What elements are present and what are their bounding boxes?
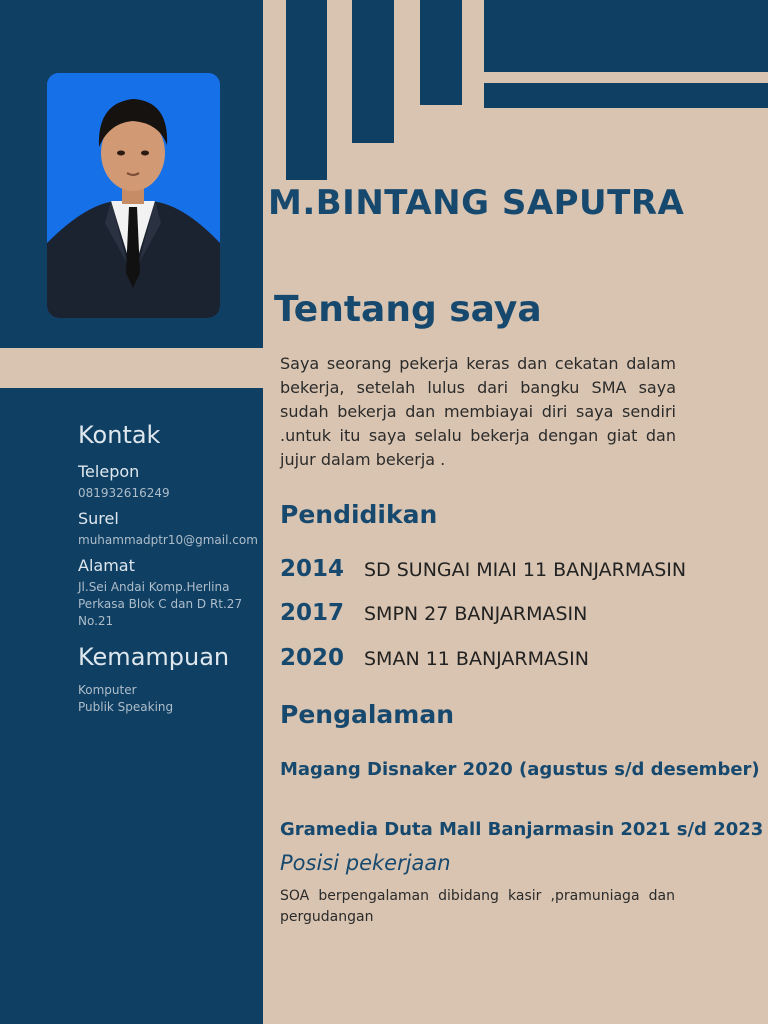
address-line: No.21 (78, 614, 114, 628)
experience-title: Gramedia Duta Mall Banjarmasin 2021 s/d 2023 (280, 819, 764, 840)
address-label: Alamat (78, 556, 135, 575)
address-line: Perkasa Blok C dan D Rt.27 (78, 597, 243, 611)
education-year: 2017 (280, 600, 345, 626)
decor-bar (484, 0, 768, 72)
position-label: Posisi pekerjaan (280, 851, 451, 875)
about-heading: Tentang saya (274, 289, 542, 330)
about-text: Saya seorang pekerja keras dan cekatan dalam bekerja, setelah lulus dari bangku SMA saya sudah bekerja dan membiayai diri saya sendiri .untuk itu saya selalu bekerja dengan giat dan jujur dalam bekerja . (280, 354, 676, 469)
skill-item: Komputer (78, 683, 137, 697)
experience-heading: Pengalaman (280, 700, 454, 729)
decor-bar (420, 0, 462, 105)
contact-heading: Kontak (78, 421, 161, 449)
education-school: SMAN 11 BANJARMASIN (364, 648, 589, 670)
decor-bar (286, 0, 327, 180)
education-school: SMPN 27 BANJARMASIN (364, 603, 588, 625)
skill-item: Publik Speaking (78, 700, 174, 714)
email-value: muhammadptr10@gmail.com (78, 533, 258, 547)
phone-value: 081932616249 (78, 486, 170, 500)
full-name: M.BINTANG SAPUTRA (268, 183, 685, 223)
email-label: Surel (78, 509, 119, 528)
phone-label: Telepon (78, 462, 140, 481)
education-year: 2014 (280, 556, 345, 582)
profile-photo (47, 73, 220, 318)
education-item (280, 600, 587, 626)
education-item (280, 645, 589, 671)
education-school: SD SUNGAI MIAI 11 BANJARMASIN (364, 559, 687, 581)
position-description: SOA berpengalaman dibidang kasir ,pramuniaga dan pergudangan (280, 888, 675, 925)
education-heading: Pendidikan (280, 500, 438, 529)
experience-title: Magang Disnaker 2020 (agustus s/d desember) (280, 759, 760, 780)
address-line: Jl.Sei Andai Komp.Herlina (78, 580, 230, 594)
education-year: 2020 (280, 645, 345, 671)
skills-heading: Kemampuan (78, 643, 230, 671)
decor-bar (352, 0, 394, 143)
education-item (280, 556, 686, 582)
decor-bar (484, 83, 768, 108)
